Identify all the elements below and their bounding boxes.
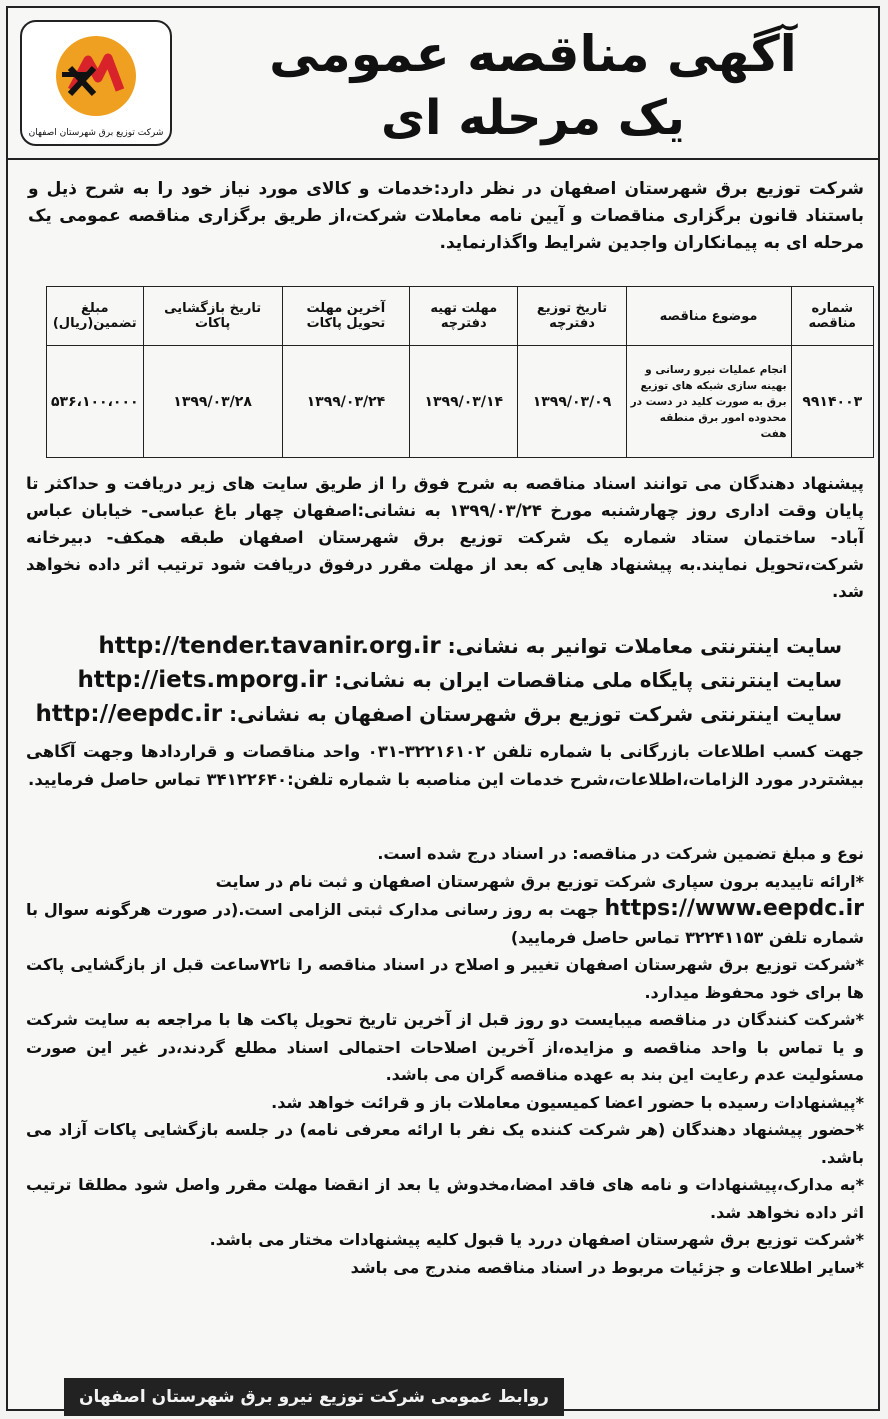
list-item-text: جهت به روز رسانی مدارک ثبتی الزامی است.(در صورت هرگونه سوال با شماره تلفن ۳۲۲۴۱۱۵۳ تماس حاصل فرمایید) bbox=[26, 900, 864, 947]
col-header-opening-date: تاریخ بازگشایی پاکات bbox=[143, 287, 282, 346]
col-header-guarantee: مبلغ تضمین(ریال) bbox=[47, 287, 144, 346]
site-line-iets bbox=[77, 666, 842, 694]
site-url-link[interactable]: http://iets.mporg.ir bbox=[77, 667, 328, 693]
list-item: *شرکت توزیع برق شهرستان اصفهان تغییر و اصلاح در اسناد مناقصه را تا۷۲ساعت قبل از بازگشایی پاکت ها برای خود محفوظ میدارد. bbox=[26, 955, 865, 1002]
eepdc-url-link[interactable]: https://www.eepdc.ir bbox=[604, 896, 865, 921]
col-header-subject: موضوع مناقصه bbox=[626, 287, 791, 346]
site-label: سایت اینترنتی معاملات توانیر به نشانی: bbox=[447, 634, 842, 658]
list-item: *سایر اطلاعات و جزئیات مربوط در اسناد مناقصه مندرج می باشد bbox=[350, 1257, 864, 1277]
submission-paragraph: پیشنهاد دهندگان می توانند اسناد مناقصه به شرح فوق را از طریق سایت های زیر دریافت و حداکثر تا پایان وقت اداری روز چهارشنبه مورخ ۱۳۹۹/۰۳/۲۴ به نشانی:اصفهان چهار باغ عباسی- خیابان عباس آباد- ساختمان ستاد شماره یک شرکت توزیع برق شهرستان اصفهان طبقه همکف- دبیرخانه شرکت،تحویل نمایند.به پیشنهاد هایی که بعد از مهلت مقرر درفوق دریافت شود ترتیب اثر داده نخواهد شد. bbox=[26, 474, 864, 601]
table-row bbox=[47, 346, 874, 458]
list-item bbox=[26, 895, 864, 951]
tender-table-header-row bbox=[47, 287, 874, 346]
submission-deadline: ۱۳۹۹/۰۳/۲۴ bbox=[282, 346, 410, 458]
company-logo bbox=[20, 20, 172, 146]
col-header-distribution-date: تاریخ توزیع دفترچه bbox=[518, 287, 626, 346]
tender-number: ۹۹۱۴۰۰۳ bbox=[791, 346, 873, 458]
contact-paragraph: جهت کسب اطلاعات بازرگانی با شماره تلفن ۳۲۲۱۶۱۰۲-۰۳۱ واحد مناقصات و قراردادها وجهت آگاهی بیشتردر مورد الزامات،اطلاعات،شرح خدمات این مناصبه با شماره تلفن:۳۴۱۲۲۶۴۰ تماس حاصل فرمایید. bbox=[26, 742, 864, 789]
intro-paragraph: شرکت توزیع برق شهرستان اصفهان در نظر دارد:خدمات و کالای مورد نیاز خود را به شرح ذیل و باستناد قانون برگزاری مناقصات و آیین نامه معاملات شرکت،از طریق برگزاری مناقصه عمومی یک مرحله ای به پیمانکاران واجدین شرایط واگذارنماید. bbox=[28, 179, 864, 253]
conditions-list bbox=[26, 840, 864, 1281]
col-header-submission-deadline: آخرین مهلت تحویل پاکات bbox=[282, 287, 410, 346]
preparation-deadline: ۱۳۹۹/۰۳/۱۴ bbox=[410, 346, 518, 458]
footer-banner: روابط عمومی شرکت توزیع نیرو برق شهرستان اصفهان bbox=[64, 1378, 564, 1416]
list-item: *پیشنهادات رسیده با حضور اعضا کمیسیون معاملات باز و قرائت خواهد شد. bbox=[271, 1092, 864, 1112]
list-item: *ارائه تاییدیه برون سپاری شرکت توزیع برق شهرستان اصفهان و ثبت نام در سایت bbox=[215, 871, 864, 891]
notice-header bbox=[8, 8, 878, 160]
list-item: *شرکت توزیع برق شهرستان اصفهان دررد یا قبول کلیه پیشنهادات مختار می باشد. bbox=[209, 1230, 864, 1249]
col-header-number: شماره مناقصه bbox=[791, 287, 873, 346]
list-item: *حضور پیشنهاد دهندگان (هر شرکت کننده یک نفر با ارائه معرفی نامه) در جلسه بازگشایی پاکات آزاد می باشد. bbox=[26, 1120, 864, 1167]
notice-subtitle: یک مرحله ای bbox=[381, 90, 685, 146]
opening-date: ۱۳۹۹/۰۳/۲۸ bbox=[143, 346, 282, 458]
site-url-link[interactable]: http://tender.tavanir.org.ir bbox=[98, 633, 441, 659]
site-line-eepdc bbox=[36, 700, 842, 728]
col-header-preparation-deadline: مهلت تهیه دفترچه bbox=[410, 287, 518, 346]
logo-caption: شرکت توزیع برق شهرستان اصفهان bbox=[28, 128, 164, 138]
site-label: سایت اینترنتی شرکت توزیع برق شهرستان اصفهان به نشانی: bbox=[229, 702, 842, 726]
logo-mark-icon bbox=[48, 28, 144, 124]
notice-frame bbox=[6, 6, 880, 1411]
site-url-link[interactable]: http://eepdc.ir bbox=[35, 701, 223, 727]
notice-title: آگهی مناقصه عمومی bbox=[269, 25, 797, 83]
site-line-tavanir bbox=[98, 632, 842, 660]
list-item: *به مدارک،پیشنهادات و نامه های فاقد امضا،مخدوش یا بعد از انقضا مهلت مقرر واصل شود مطلقا ترتیب اثر داده نخواهد شد. bbox=[26, 1175, 864, 1222]
list-item: *شرکت کنندگان در مناقصه میبایست دو روز قبل از آخرین تاریخ تحویل پاکت ها با مراجعه به سایت شرکت و یا تماس با واحد مناقصه و مزایده،از آخرین اصلاحات احتمالی اسناد مطلع گردند،در غیر این صورت مسئولیت عدم رعایت این بند به عهده مناقصه گران می باشد. bbox=[26, 1010, 864, 1084]
site-label: سایت اینترنتی پایگاه ملی مناقصات ایران به نشانی: bbox=[334, 668, 842, 692]
distribution-date: ۱۳۹۹/۰۳/۰۹ bbox=[518, 346, 626, 458]
tender-table bbox=[46, 286, 874, 458]
guarantee-amount: ۵۳۶،۱۰۰،۰۰۰ bbox=[47, 346, 144, 458]
tender-subject: انجام عملیات نیرو رسانی و بهینه سازی شبکه های توزیع برق به صورت کلید در دست در محدوده امور برق منطقه هفت bbox=[626, 346, 791, 458]
list-item: نوع و مبلغ تضمین شرکت در مناقصه: در اسناد درج شده است. bbox=[377, 844, 864, 863]
